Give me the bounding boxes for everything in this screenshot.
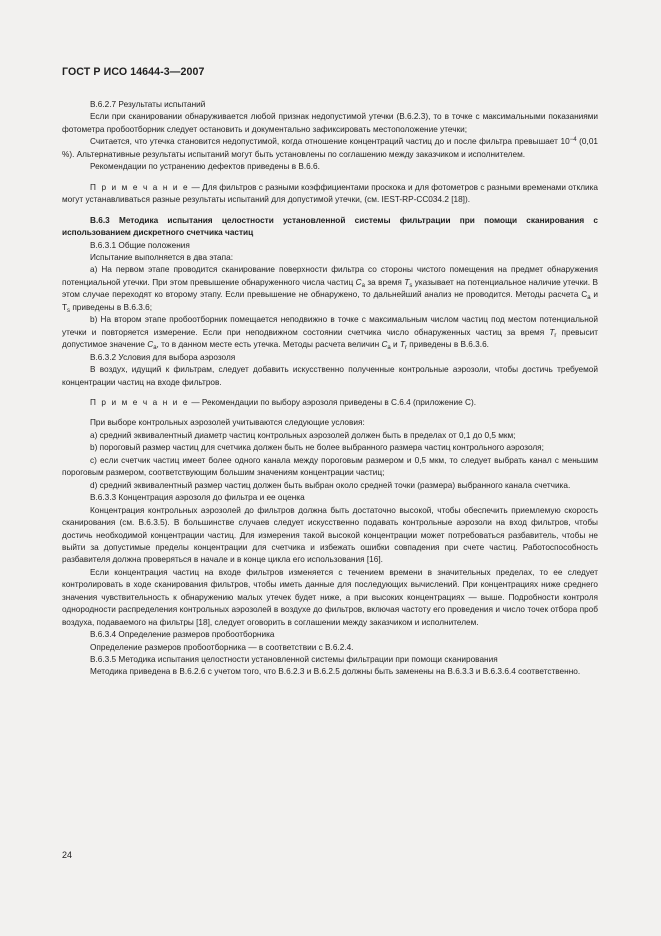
section-heading-b63: B.6.3 Методика испытания целостности установленной системы фильтрации при помощи сканирования с использованием дискретного счетчика частиц	[62, 215, 598, 238]
note: П р и м е ч а н и е — Рекомендации по выбору аэрозоля приведены в C.6.4 (приложение C).	[90, 397, 476, 407]
page-number: 24	[62, 850, 73, 860]
page-body	[62, 99, 598, 679]
paragraph: При выборе контрольных аэрозолей учитываются следующие условия:	[90, 418, 365, 428]
list-item: d) средний эквивалентный размер частиц должен быть выбран около средней точки (размера) выбранного канала счетчика.	[90, 480, 571, 490]
subsection-heading: B.6.3.4 Определение размеров пробоотборника	[90, 630, 275, 640]
paragraph: Считается, что утечка становится недопустимой, когда отношение концентраций частиц до и после фильтра превышает $10^{-4}$ (0,01 %). Альтернативные результаты испытаний могут быть установлены по соглашению между заказчиком и исполнителем.	[62, 137, 598, 159]
paragraph: Испытание выполняется в два этапа:	[90, 252, 233, 262]
list-item: c) если счетчик частиц имеет более одного канала между пороговым размером и 0,5 мкм, то следует выбрать канал с меньшим пороговым размером, соответствующим большим значениям концентрации частиц;	[62, 455, 598, 478]
list-item: a) На первом этапе проводится сканирование поверхности фильтра со стороны чистого помещения на предмет обнаружения потенциальной утечки. При этом превышение обнаруженного числа частиц $C_a$ за время $T_s$ указывает на потенциальное наличие утечки. В этом случае переходят ко второму этапу. Если превышение не обнаружено, то дальнейший анализ не проводится. Методы расчета $C_a$ и $T_s$ приведены в B.6.3.6;	[62, 265, 598, 314]
document-header: ГОСТ Р ИСО 14644-3—2007	[62, 66, 205, 78]
subsection-heading: B.6.3.5 Методика испытания целостности установленной системы фильтрации при помощи сканирования	[90, 655, 498, 665]
subsection-heading: B.6.3.1 Общие положения	[90, 240, 190, 250]
paragraph: В воздух, идущий к фильтрам, следует добавить искусственно полученные контрольные аэрозоли, чтобы достичь требуемой концентрации частиц на входе фильтров.	[62, 365, 598, 387]
list-item: b) пороговый размер частиц для счетчика должен быть не более выбранного размера частиц контрольного аэрозоля;	[90, 443, 544, 453]
list-item: b) На втором этапе пробоотборник помещается неподвижно в точке с максимальным числом частиц под местом потенциальной утечки и повторяется измерение. Если при неподвижном состоянии счетчика число обнаруженных частиц за время $T_r$ превысит допустимое значение $C_a$, то в данном месте есть утечка. Методы расчета величин $C_a$ и $T_r$ приведены в B.6.3.6.	[62, 315, 598, 352]
paragraph: Определение размеров пробоотборника — в соответствии с B.6.2.4.	[90, 642, 354, 652]
subsection-heading: B.6.3.3 Концентрация аэрозоля до фильтра и ее оценка	[90, 493, 305, 503]
paragraph: Методика приведена в B.6.2.6 с учетом того, что B.6.2.3 и B.6.2.5 должны быть заменены на B.6.3.3 и B.6.3.6.4 соответственно.	[90, 667, 581, 677]
paragraph: Если при сканировании обнаруживается любой признак недопустимой утечки (B.6.2.3), то в точке с максимальными показаниями фотометра пробоотборник следует остановить и документально зафиксировать местоположение утечки;	[62, 112, 598, 134]
subsection-heading: B.6.3.2 Условия для выбора аэрозоля	[90, 352, 236, 362]
paragraph: Рекомендации по устранению дефектов приведены в B.6.6.	[90, 162, 320, 172]
note: П р и м е ч а н и е — Для фильтров с разными коэффициентами проскока и для фотометров с разными временами отклика могут устанавливаться разные результаты испытаний для допустимой утечки, (см. IEST-RP-CC034.2 [18]).	[62, 182, 598, 205]
list-item: a) средний эквивалентный диаметр частиц контрольных аэрозолей должен быть в пределах от 0,1 до 0,5 мкм;	[90, 430, 516, 440]
section-heading-b627: B.6.2.7 Результаты испытаний	[90, 100, 206, 109]
paragraph: Если концентрация частиц на входе фильтров изменяется с течением времени в значительных пределах, то ее следует контролировать в ходе сканирования фильтров, чтобы иметь данные для последующих вычислений. При концентрациях ниже среднего значения чувствительность к обнаружению малых утечек будет ниже, а при высоких концентрациях — выше. Подробности контроля однородности распределения контрольных аэрозолей в воздухе до фильтров, включая частоту его проведения и число точек отбора проб воздуха, подаваемого на фильтры [18], следует оговорить в соглашении между заказчиком и исполнителем.	[62, 567, 598, 627]
paragraph: Концентрация контрольных аэрозолей до фильтров должна быть достаточно высокой, чтобы обеспечить приемлемую скорость сканирования (см. B.6.3.5). В большинстве случаев следует искусственно подавать контрольные аэрозоли на вход фильтров, чтобы достичь необходимой концентрации частиц. Для измерения такой высокой концентрации может потребоваться разбавитель, чтобы не выйти за допустимые пределы концентрации для счетчика и избежать ошибки совпадения при счете частиц. Работоспособность разбавителя должна проверяться в начале и в конце цикла его использования [16].	[62, 505, 598, 565]
